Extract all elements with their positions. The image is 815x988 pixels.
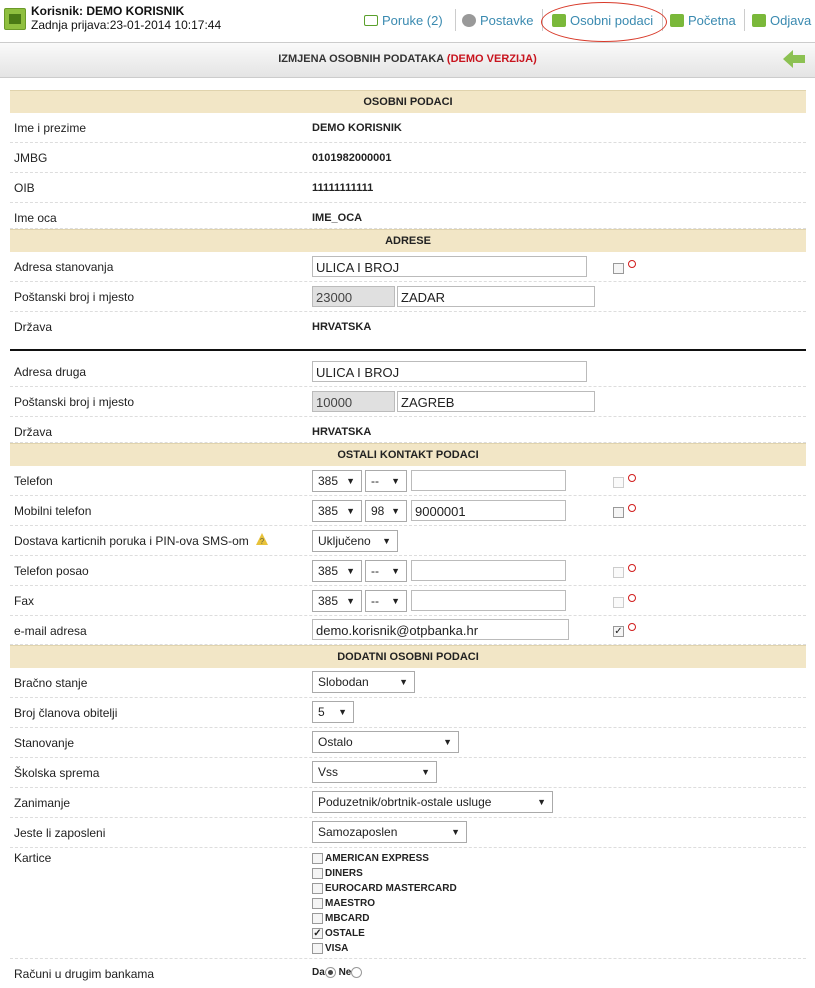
required-icon: [628, 504, 636, 512]
svg-text:?: ?: [259, 537, 265, 545]
row-postanski-2: Poštanski broj i mjesto 10000 ZAGREB: [10, 387, 806, 417]
da-radio[interactable]: [325, 967, 336, 978]
row-telefon: Telefon 385 ▼ -- ▼: [10, 466, 806, 496]
page-title: IZMJENA OSOBNIH PODATAKA (DEMO VERZIJA): [278, 53, 537, 65]
mobilni-checkbox[interactable]: [613, 507, 624, 518]
row-ime: Ime i prezime DEMO KORISNIK: [10, 113, 806, 143]
posao-area-select[interactable]: -- ▼: [365, 560, 407, 582]
email-input[interactable]: demo.korisnik@otpbanka.hr: [312, 619, 569, 640]
nav-osobni-podaci[interactable]: Osobni podaci: [552, 10, 653, 30]
row-sprema: Školska sprema Vss ▼: [10, 758, 806, 788]
help-icon[interactable]: [256, 533, 268, 545]
ne-radio[interactable]: [351, 967, 362, 978]
kartica-item[interactable]: VISA: [312, 941, 457, 956]
row-postanski-1: Poštanski broj i mjesto 23000 ZADAR: [10, 282, 806, 312]
row-stanovanje: Stanovanje Ostalo ▼: [10, 728, 806, 758]
fax-country-select[interactable]: 385 ▼: [312, 590, 362, 612]
adresa-stanovanja-checkbox[interactable]: [613, 263, 624, 274]
row-sms: Dostava karticnih poruka i PIN-ova SMS-om ? Uključeno ▼: [10, 526, 806, 556]
nav-pocetna[interactable]: Početna: [670, 10, 736, 30]
kartica-item[interactable]: MBCARD: [312, 911, 457, 926]
nav-poruke[interactable]: Poruke (2): [364, 10, 443, 30]
back-arrow-icon[interactable]: [783, 50, 805, 68]
mobilni-country-select[interactable]: 385 ▼: [312, 500, 362, 522]
row-adresa-druga: Adresa druga ULICA I BROJ: [10, 357, 806, 387]
email-checkbox[interactable]: ✓: [614, 626, 623, 637]
bracno-select[interactable]: Slobodan ▼: [312, 671, 415, 693]
city-input-2[interactable]: ZAGREB: [397, 391, 595, 412]
section-kontakt: OSTALI KONTAKT PODACI: [10, 443, 806, 466]
mobilni-area-select[interactable]: 98 ▼: [365, 500, 407, 522]
section-dodatni: DODATNI OSOBNI PODACI: [10, 645, 806, 668]
row-drzava-2: Država HRVATSKA: [10, 417, 806, 443]
row-drzava-1: Država HRVATSKA: [14, 320, 372, 334]
fax-area-select[interactable]: -- ▼: [365, 590, 407, 612]
highlight-circle: [541, 2, 667, 42]
required-icon: [628, 564, 636, 572]
required-icon: [628, 260, 636, 268]
row-kartice: Kartice AMERICAN EXPRESS DINERS EUROCARD MASTERCARD MAESTRO MBCARD ✓ OSTALE VISA: [10, 848, 806, 959]
top-bar: [0, 0, 815, 40]
posao-country-select[interactable]: 385 ▼: [312, 560, 362, 582]
kartica-item[interactable]: MAESTRO: [312, 896, 457, 911]
posao-checkbox[interactable]: [613, 567, 624, 578]
telefon-area-select[interactable]: -- ▼: [365, 470, 407, 492]
home-icon: [670, 14, 684, 27]
user-name: Korisnik: DEMO KORISNIK: [31, 4, 185, 18]
posao-number-input[interactable]: [411, 560, 566, 581]
row-zanimanje: Zanimanje Poduzetnik/obrtnik-ostale usluge ▼: [10, 788, 806, 818]
telefon-number-input[interactable]: [411, 470, 566, 491]
last-login: Zadnja prijava:23-01-2014 10:17:44: [31, 18, 222, 32]
nav-odjava[interactable]: Odjava: [752, 10, 811, 30]
kartica-item[interactable]: ✓ OSTALE: [313, 928, 365, 939]
row-jmbg: JMBG 0101982000001: [10, 143, 806, 173]
zip-input-1[interactable]: 23000: [312, 286, 395, 307]
app-logo-icon: [4, 8, 26, 30]
section-adrese: ADRESE: [10, 229, 806, 252]
row-ime-oca: Ime oca IME_OCA: [10, 203, 806, 229]
sprema-select[interactable]: Vss ▼: [312, 761, 437, 783]
nav-postavke[interactable]: Postavke: [462, 10, 533, 30]
section-osobni-podaci: OSOBNI PODACI: [10, 90, 806, 113]
row-bracno: Bračno stanje Slobodan ▼: [10, 668, 806, 698]
fax-checkbox[interactable]: [613, 597, 624, 608]
row-adresa-stanovanja: Adresa stanovanja ULICA I BROJ: [10, 252, 806, 282]
kartica-item[interactable]: AMERICAN EXPRESS: [312, 851, 457, 866]
telefon-country-select[interactable]: 385 ▼: [312, 470, 362, 492]
required-icon: [628, 474, 636, 482]
row-zaposlen: Jeste li zaposleni Samozaposlen ▼: [10, 818, 806, 848]
title-bar: [0, 42, 815, 78]
logout-icon: [752, 14, 766, 27]
zaposlen-select[interactable]: Samozaposlen ▼: [312, 821, 467, 843]
row-oib: OIB 11111111111: [10, 173, 806, 203]
stanovanje-select[interactable]: Ostalo ▼: [312, 731, 459, 753]
adresa-stanovanja-input[interactable]: ULICA I BROJ: [312, 256, 587, 277]
clanovi-select[interactable]: 5 ▼: [312, 701, 354, 723]
fax-number-input[interactable]: [411, 590, 566, 611]
row-mobilni: Mobilni telefon 385 ▼ 98 ▼ 9000001: [10, 496, 806, 526]
row-racuni: Računi u drugim bankama Da Ne: [10, 959, 806, 988]
row-telefon-posao: Telefon posao 385 ▼ -- ▼: [10, 556, 806, 586]
ne-label: Ne: [338, 967, 352, 979]
divider: [10, 349, 806, 351]
required-icon: [628, 594, 636, 602]
demo-label: (DEMO VERZIJA): [446, 53, 537, 65]
sms-select[interactable]: Uključeno ▼: [312, 530, 398, 552]
mobilni-number-input[interactable]: 9000001: [411, 500, 566, 521]
kartica-item[interactable]: EUROCARD MASTERCARD: [312, 881, 457, 896]
required-icon: [628, 623, 636, 631]
kartice-list: [312, 851, 457, 956]
zip-input-2[interactable]: 10000: [312, 391, 395, 412]
row-clanovi: Broj članova obitelji 5 ▼: [10, 698, 806, 728]
row-email: e-mail adresa demo.korisnik@otpbanka.hr ✓: [10, 616, 806, 645]
envelope-icon: [364, 15, 378, 26]
zanimanje-select[interactable]: Poduzetnik/obrtnik-ostale usluge ▼: [312, 791, 553, 813]
adresa-druga-input[interactable]: ULICA I BROJ: [312, 361, 587, 382]
row-fax: Fax 385 ▼ -- ▼: [10, 586, 806, 616]
kartica-item[interactable]: DINERS: [312, 866, 457, 881]
gear-icon: [462, 14, 476, 27]
city-input-1[interactable]: ZADAR: [397, 286, 595, 307]
da-label: Da: [312, 967, 325, 979]
telefon-checkbox[interactable]: [613, 477, 624, 488]
form-content: [10, 90, 806, 988]
